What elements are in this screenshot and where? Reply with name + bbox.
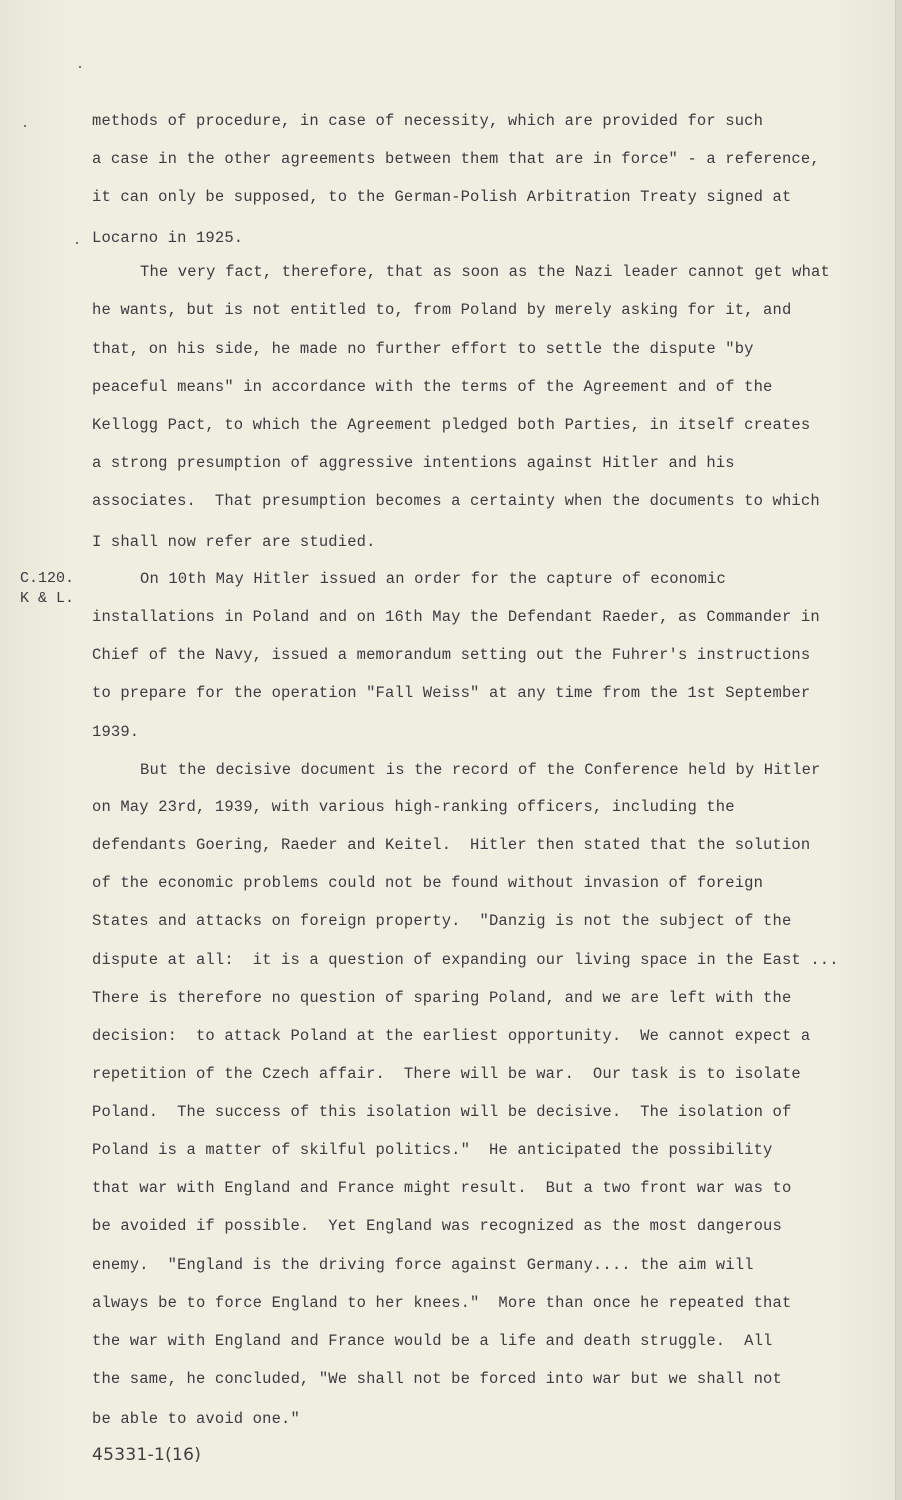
text-line: methods of procedure, in case of necessity, which are provided for such: [92, 112, 764, 130]
text-line: on May 23rd, 1939, with various high-ranking officers, including the: [92, 798, 735, 816]
text-line: Chief of the Navy, issued a memorandum setting out the Fuhrer's instructions: [92, 646, 811, 664]
paper-speck: [76, 242, 78, 244]
paper-speck: [79, 66, 81, 68]
text-line: that war with England and France might result. But a two front war was to: [92, 1179, 792, 1197]
paper-speck: [24, 125, 26, 127]
text-line: be avoided if possible. Yet England was recognized as the most dangerous: [92, 1217, 782, 1235]
text-line: always be to force England to her knees." More than once he repeated that: [92, 1294, 792, 1312]
text-line: On 10th May Hitler issued an order for the capture of economic: [140, 570, 726, 588]
text-line: a strong presumption of aggressive intentions against Hitler and his: [92, 454, 735, 472]
text-line: Locarno in 1925.: [92, 229, 244, 247]
text-line: Poland. The success of this isolation will be decisive. The isolation of: [92, 1103, 792, 1121]
text-line: be able to avoid one.": [92, 1410, 300, 1428]
text-line: defendants Goering, Raeder and Keitel. Hitler then stated that the solution: [92, 836, 811, 854]
text-line: to prepare for the operation "Fall Weiss" at any time from the 1st September: [92, 684, 811, 702]
text-line: the war with England and France would be a life and death struggle. All: [92, 1332, 773, 1350]
text-line: repetition of the Czech affair. There will be war. Our task is to isolate: [92, 1065, 801, 1083]
margin-reference: C.120.: [20, 570, 75, 587]
text-line: 1939.: [92, 723, 140, 741]
text-line: a case in the other agreements between them that are in force" - a reference,: [92, 150, 820, 168]
text-line: he wants, but is not entitled to, from Poland by merely asking for it, and: [92, 301, 792, 319]
text-line: installations in Poland and on 16th May the Defendant Raeder, as Commander in: [92, 608, 820, 626]
text-line: But the decisive document is the record of the Conference held by Hitler: [140, 761, 821, 779]
text-line: it can only be supposed, to the German-Polish Arbitration Treaty signed at: [92, 188, 792, 206]
text-line: Poland is a matter of skilful politics." He anticipated the possibility: [92, 1141, 773, 1159]
document-reference-code: 45331-1(16): [92, 1445, 202, 1465]
margin-reference: K & L.: [20, 590, 75, 607]
text-line: associates. That presumption becomes a certainty when the documents to which: [92, 492, 820, 510]
text-line: The very fact, therefore, that as soon as the Nazi leader cannot get what: [140, 263, 830, 281]
text-line: the same, he concluded, "We shall not be forced into war but we shall not: [92, 1370, 782, 1388]
text-line: of the economic problems could not be found without invasion of foreign: [92, 874, 764, 892]
text-line: There is therefore no question of sparing Poland, and we are left with the: [92, 989, 792, 1007]
text-line: Kellogg Pact, to which the Agreement pledged both Parties, in itself creates: [92, 416, 811, 434]
page-edge: [895, 0, 902, 1500]
text-line: enemy. "England is the driving force against Germany.... the aim will: [92, 1256, 754, 1274]
text-line: States and attacks on foreign property. "Danzig is not the subject of the: [92, 912, 792, 930]
text-line: decision: to attack Poland at the earliest opportunity. We cannot expect a: [92, 1027, 811, 1045]
text-line: I shall now refer are studied.: [92, 533, 376, 551]
text-line: dispute at all: it is a question of expanding our living space in the East ...: [92, 951, 839, 969]
text-line: that, on his side, he made no further effort to settle the dispute "by: [92, 340, 754, 358]
text-line: peaceful means" in accordance with the terms of the Agreement and of the: [92, 378, 773, 396]
